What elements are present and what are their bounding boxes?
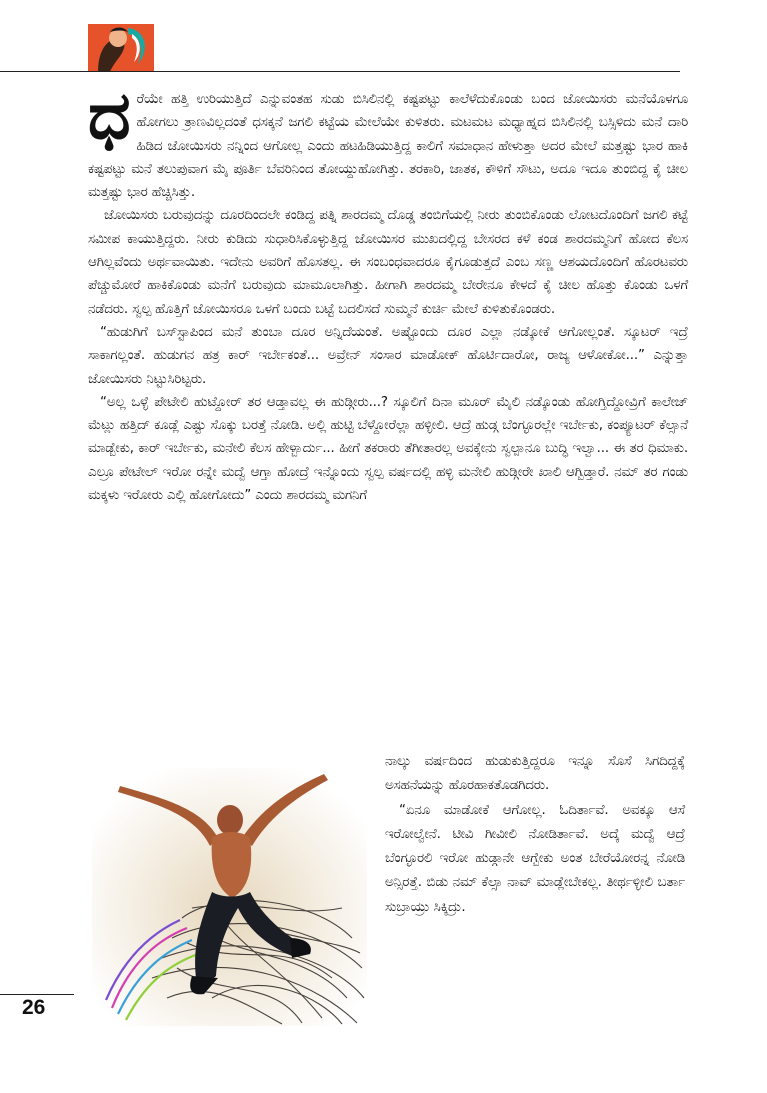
paragraph-5: ನಾಲ್ಕು ವರ್ಷದಿಂದ ಹುಡುಕುತ್ತಿದ್ದರೂ ಇನ್ನೂ ಸೊಸೆ ಸಿಗದಿದ್ದಕ್ಕೆ ಅಸಹನೆಯನ್ನು ಹೊರಹಾಕತೊಡಗಿದರು. bbox=[385, 754, 685, 794]
paragraph-6: “ಏನೂ ಮಾಡೋಕೆ ಆಗೋಲ್ಲ. ಓದಿರ್ತಾವೆ. ಅವಕ್ಕೂ ಆಸೆ ಇರೋಲ್ವೇನೆ. ಟೀವಿ ಗೀವೀಲಿ ನೋಡಿರ್ತಾವೆ. ಅದ್ಕೆ ಮದ್ವೆ ಆದ್ರೆ ಬೆಂಗ್ಳೂರಲಿ ಇರೋ ಹುಡ್ಗಾನೇ ಆಗ್ಬೇಕು ಅಂತ ಬೇರೆಯೋರನ್ನ ನೋಡಿ ಅನ್ಸಿರತ್ತೆ. ಬಿಡು ನಮ್ ಕೆಲ್ಸಾ ನಾವ್ ಮಾಡ್ಲೇಬೇಕಲ್ಲ. ತೀರ್ಥಳ್ಳೀಲಿ ಬರ್ತಾ ಸುಬ್ರಾಯ್ರು ಸಿಕ್ಕಿದ್ರು. bbox=[385, 802, 685, 915]
footer-rule bbox=[0, 994, 74, 995]
jumping-man-icon bbox=[92, 768, 367, 1026]
drop-cap: ಧ bbox=[88, 76, 131, 154]
magazine-logo-icon bbox=[88, 24, 154, 72]
lower-column bbox=[385, 750, 685, 920]
paragraph-3: “ಹುಡುಗಿಗೆ ಬಸ್‌ಸ್ಟಾಪಿಂದ ಮನೆ ತುಂಬಾ ದೂರ ಅನ್ನಿದೆಯಂತೆ. ಅಷ್ಟೊಂದು ದೂರ ಎಲ್ಲಾ ನಡ್ಕೋಕೆ ಆಗೋಲ್ಲಂತೆ. ಸ್ಕೂಟರ್ ಇದ್ರೆ ಸಾಕಾಗಲ್ಲಂತೆ. ಹುಡುಗನ ಹತ್ರ ಕಾರ್ ಇರ್ಬೇಕಂತೆ... ಅವ್ರೇನ್ ಸಂಸಾರ ಮಾಡೋಕ್ ಹೊರ್ಟಿದಾರೋ, ರಾಜ್ಯ ಆಳೋಕೋ...” ಎನ್ನುತ್ತಾ ಜೋಯಿಸರು ನಿಟ್ಟುಸಿರಿಟ್ಟರು. bbox=[88, 324, 688, 387]
paragraph-4: “ಅಲ್ಲ ಒಳ್ಳೆ ಪೇಟೇಲಿ ಹುಟ್ದೋರ್ ತರ ಆಡ್ತಾವಲ್ಲ ಈ ಹುಡ್ಗೀರು...? ಸ್ಕೂಲಿಗೆ ದಿನಾ ಮೂರ್ ಮೈಲಿ ನಡ್ಕೊಂಡು ಹೋಗ್ತಿದ್ದೋವ್ರಿಗೆ ಕಾಲೇಜ್ ಮೆಟ್ಲು ಹತ್ತಿದ್ ಕೂಡ್ಲೆ ಎಷ್ಟು ಸೊಕ್ಕು ಬರತ್ತೆ ನೋಡಿ. ಅಲ್ಲಿ ಹುಟ್ಟಿ ಬೆಳ್ದೋರೆಲ್ಲಾ ಹಳ್ಳೀಲಿ. ಆದ್ರೆ ಹುಡ್ಗ ಬೆಂಗ್ಳೂರಲ್ಲೇ ಇರ್ಬೇಕು, ಕಂಪ್ಯೂಟರ್ ಕೆಲ್ಸಾನೆ ಮಾಡ್ಬೇಕು, ಕಾರ್ ಇರ್ಬೇಕು, ಮನೇಲಿ ಕೆಲಸ ಹೇಳ್ಬಾರ್ದು... ಹೀಗೆ ತಕರಾರು ತೆಗೀತಾರಲ್ಲ ಅವಕ್ಕೇನು ಸ್ವಲ್ಪಾನೂ ಬುದ್ಧಿ ಇಲ್ವಾ... ಈ ತರ ಧಿಮಾಕು. ಎಲ್ರೂ ಪೇಟೇಲ್ ಇರೋ ರನ್ನೇ ಮದ್ವೆ ಆಗ್ತಾ ಹೋದ್ರೆ ಇನ್ನೊಂದು ಸ್ವಲ್ಪ ವರ್ಷದಲ್ಲಿ ಹಳ್ಳಿ ಮನೇಲಿ ಹುಡ್ಗೀರೇ ಖಾಲಿ ಆಗ್ಬಿಡ್ತಾರೆ. ನಮ್ ತರ ಗಂಡು ಮಕ್ಕಳು ಇರೋರು ಎಲ್ಲಿ ಹೋಗೋದು” ಎಂದು ಶಾರದಮ್ಮ ಮಗನಿಗೆ bbox=[88, 394, 688, 504]
paragraph-2: ಜೋಯಿಸರು ಬರುವುದನ್ನು ದೂರದಿಂದಲೇ ಕಂಡಿದ್ದ ಪತ್ನಿ ಶಾರದಮ್ಮ ದೊಡ್ಡ ತಂಬಿಗೆಯಲ್ಲಿ ನೀರು ತುಂಬಿಕೊಂಡು ಲೋಟದೊಂದಿಗೆ ಜಗಲಿ ಕಟ್ಟೆ ಸಮೀಪ ಕಾಯುತ್ತಿದ್ದರು. ನೀರು ಕುಡಿದು ಸುಧಾರಿಸಿಕೊಳ್ಳುತ್ತಿದ್ದ ಜೋಯಿಸರ ಮುಖದಲ್ಲಿದ್ದ ಬೇಸರದ ಕಳೆ ಕಂಡ ಶಾರದಮ್ಮನಿಗೆ ಹೋದ ಕೆಲಸ ಆಗಿಲ್ಲವೆಂದು ಅರ್ಥವಾಯಿತು. ಇದೇನು ಅವರಿಗೆ ಹೊಸತಲ್ಲ. ಈ ಸಂಬಂಧವಾದರೂ ಕೈಗೂಡುತ್ತದೆ ಎಂಬ ಸಣ್ಣ ಆಶಯದೊಂದಿಗೆ ಹೊರಟವರು ಪೆಚ್ಚುಮೋರೆ ಹಾಕಿಕೊಂಡು ಮನೆಗೆ ಬರುವುದು ಮಾಮೂಲಾಗಿತ್ತು. ಹೀಗಾಗಿ ಶಾರದಮ್ಮ ಬೇರೇನೂ ಕೇಳದೆ ಕೈ ಚೀಲ ಹೊತ್ತು ಕೊಂಡು ಒಳಗೆ ನಡೆದರು. ಸ್ವಲ್ಪ ಹೊತ್ತಿಗೆ ಜೋಯಿಸರೂ ಒಳಗೆ ಬಂದು ಬಟ್ಟೆ ಬದಲಿಸದೆ ಸುಮ್ಮನೆ ಕುರ್ಚಿ ಮೇಲೆ ಕುಳಿತುಕೊಂಡರು. bbox=[88, 208, 688, 317]
page-number: 26 bbox=[22, 996, 46, 1019]
header-rule bbox=[0, 71, 680, 72]
paragraph-1: ರೆಯೇ ಹತ್ತಿ ಉರಿಯುತ್ತಿದೆ ಎನ್ನುವಂತಹ ಸುಡು ಬಿಸಿಲಿನಲ್ಲಿ ಕಷ್ಟಪಟ್ಟು ಕಾಲೆಳೆದುಕೊಂಡು ಬಂದ ಜೋಯಿಸರು ಮನೆಯೊಳಗೂ ಹೋಗಲು ತ್ರಾಣವಿಲ್ಲದಂತೆ ಧಸಕ್ಕನೆ ಜಗಲಿ ಕಟ್ಟೆಯ ಮೇಲೆಯೇ ಕುಳಿತರು. ಮಟಮಟ ಮಧ್ಯಾಹ್ನದ ಬಿಸಿಲಿನಲ್ಲಿ ಬಸ್ಸಿಳಿದು ಮನೆ ದಾರಿ ಹಿಡಿದ ಜೋಯಿಸರು ನನ್ನಿಂದ ಆಗೋಲ್ಲ ಎಂದು ಹಟಹಿಡಿಯುತ್ತಿದ್ದ ಕಾಲಿಗೆ ಸಮಾಧಾನ ಹೇಳುತ್ತಾ ಅದರ ಮೇಲೆ ಮತ್ತಷ್ಟು ಭಾರ ಹಾಕಿ ಕಷ್ಟಪಟ್ಟು ಮನೆ ತಲುಪುವಾಗ ಮೈ ಪೂರ್ತಿ ಬೆವರಿನಿಂದ ತೋಯ್ದುಹೋಗಿತ್ತು. ತರಕಾರಿ, ಜಾತಕ, ಕೌಳಿಗೆ ಸೌಟು, ಅದೂ ಇದೂ ತುಂಬಿದ್ದ ಕೈ ಚೀಲ ಮತ್ತಷ್ಟು ಭಾರ ಹೆಚ್ಚಿಸಿತ್ತು. bbox=[88, 92, 688, 201]
jumping-man-illustration bbox=[92, 768, 367, 1026]
article-body bbox=[88, 76, 688, 507]
magazine-logo bbox=[88, 24, 154, 72]
